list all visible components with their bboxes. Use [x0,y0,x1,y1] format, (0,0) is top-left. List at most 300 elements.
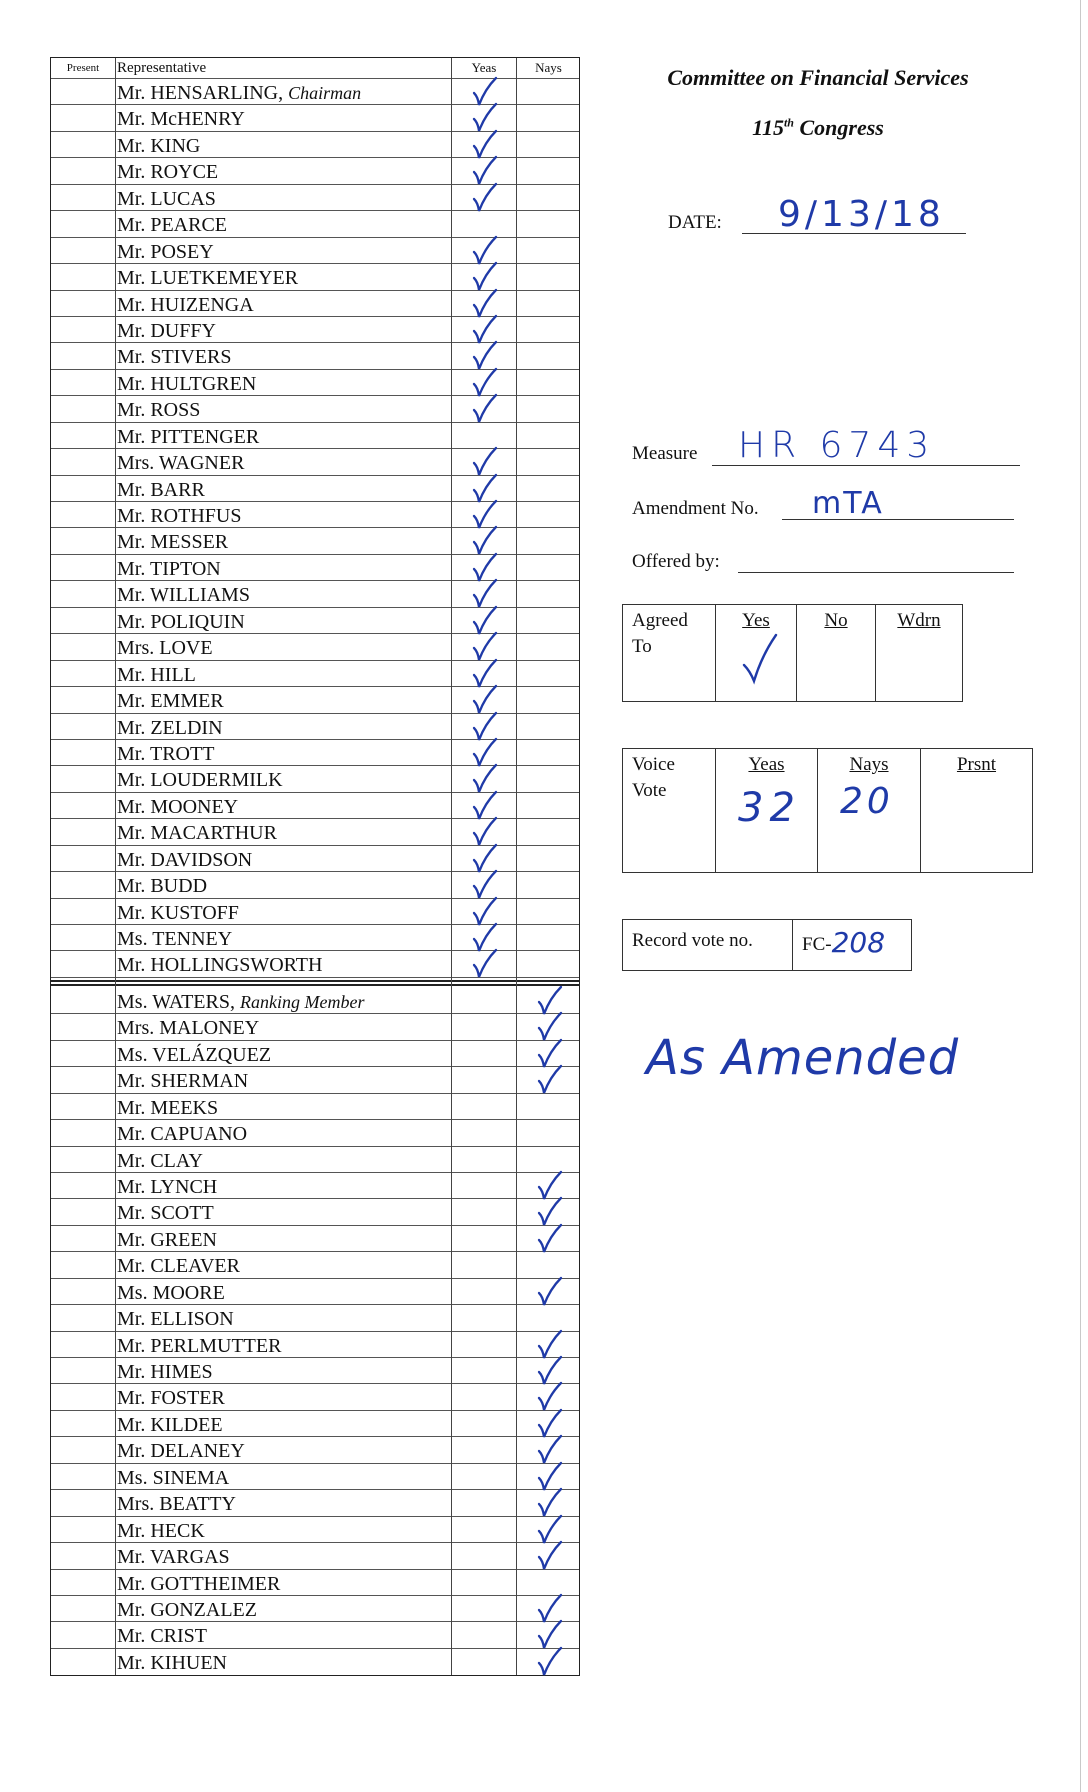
member-name-cell [117,714,447,739]
member-name-cell [117,370,447,395]
nay-cell [517,185,580,210]
present-cell [51,291,115,316]
member-name: Mr. CLEAVER [117,1255,240,1278]
member-name-cell [117,1437,447,1462]
nay-cell [517,291,580,316]
member-name-cell [117,1147,447,1172]
present-cell [51,872,115,897]
member-name: Mr. MACARTHUR [117,822,277,845]
present-cell [51,1517,115,1542]
member-name-cell [117,291,447,316]
voice-nays-header: Nays [849,754,889,775]
member-name: Mr. CRIST [117,1625,208,1648]
member-name: Mr. PEARCE [117,214,228,237]
member-name: Mr. EMMER [117,690,224,713]
member-name-cell [117,423,447,448]
present-cell [51,899,115,924]
nay-cell [517,1543,580,1568]
present-cell [51,988,115,1013]
yea-cell [453,1596,515,1621]
member-name-cell [117,528,447,553]
member-row [51,1094,579,1120]
nay-check-mark [533,1222,565,1256]
present-cell [51,1226,115,1251]
present-cell [51,1490,115,1515]
nay-cell [517,581,580,606]
member-name-cell [117,925,447,950]
yea-cell [453,1570,515,1595]
member-row [51,1120,579,1146]
member-name-cell [117,1543,447,1568]
congress-title [618,115,1018,141]
member-name: Mr. GREEN [117,1228,217,1251]
nay-cell [517,766,580,791]
present-cell [51,1173,115,1198]
voice-yeas-value: 32 [738,785,801,831]
member-name: Mrs. WAGNER [117,452,245,475]
member-name-cell [117,1384,447,1409]
voice-label-line1: Voice [632,754,675,775]
agreed-yes-header: Yes [742,610,770,631]
member-name-cell [117,317,447,342]
nay-cell [517,951,580,976]
present-cell [51,793,115,818]
record-vote-number: 208 [831,926,886,959]
member-name-cell [117,1517,447,1542]
nay-cell [517,1067,580,1092]
nay-cell [517,528,580,553]
member-name-cell [117,555,447,580]
member-name-cell [117,581,447,606]
member-name: Mr. ROTHFUS [117,505,242,527]
member-name: Mr. KING [117,134,201,157]
member-name: Mr. HULTGREN [117,372,257,395]
member-row [51,988,579,1014]
member-name-cell [117,1067,447,1092]
voice-yeas-cell [716,749,818,872]
member-row [51,1543,579,1569]
nay-cell [517,687,580,712]
yea-cell [453,1464,515,1489]
member-role: Ranking Member [240,991,365,1012]
present-cell [51,1464,115,1489]
member-row [51,1517,579,1543]
yea-cell [453,1147,515,1172]
present-cell [51,396,115,421]
member-name-cell [117,1279,447,1304]
present-cell [51,1120,115,1145]
present-column-header: Present [66,62,100,74]
nay-cell [517,343,580,368]
present-cell [51,105,115,130]
nay-cell [517,1226,580,1251]
present-cell [51,1094,115,1119]
present-cell [51,1570,115,1595]
member-name-cell [117,1305,447,1330]
present-cell [51,1067,115,1092]
present-cell [51,1437,115,1462]
member-name-cell [117,264,447,289]
member-name-cell [117,343,447,368]
member-row [51,1305,579,1331]
member-name: Mr. TIPTON [117,557,221,580]
yea-cell [453,1649,515,1675]
member-name: Mr. LUCAS [117,187,216,210]
yea-cell [453,1014,515,1039]
member-name: Mr. STIVERS [117,346,232,369]
member-name-cell [117,211,447,236]
column-divider [451,58,452,1675]
yea-cell [453,951,515,976]
present-cell [51,370,115,395]
majority-members [51,79,579,978]
present-cell [51,1411,115,1436]
member-name: Mr. DUFFY [117,319,216,342]
member-name-cell [117,988,447,1013]
nay-cell [517,634,580,659]
present-cell [51,238,115,263]
member-row [51,1173,579,1199]
present-cell [51,423,115,448]
member-name: Mr. BARR [117,478,205,501]
member-name: Mr. ROSS [117,399,201,422]
yea-cell [453,1199,515,1224]
member-name-cell [117,1252,447,1277]
member-name-cell [117,1120,447,1145]
member-name: Mr. ELLISON [117,1308,234,1331]
yea-cell [453,1384,515,1409]
present-cell [51,158,115,183]
member-row [51,1358,579,1384]
member-name: Mr. LUETKEMEYER [117,267,299,290]
member-name-cell [117,661,447,686]
nay-cell [517,608,580,633]
member-name: Mr. WILLIAMS [117,584,250,607]
member-row [51,396,579,422]
member-name-cell [117,846,447,871]
present-cell [51,211,115,236]
member-row [51,1649,579,1675]
member-row [51,1014,579,1040]
present-cell [51,1596,115,1621]
present-cell [51,502,115,527]
member-name: Mr. PITTENGER [117,425,260,448]
member-name: Mr. SHERMAN [117,1070,249,1093]
agreed-wdrn-header: Wdrn [897,610,941,631]
present-cell [51,687,115,712]
measure-value: HR 6743 [738,425,936,466]
present-cell [51,555,115,580]
present-cell [51,1332,115,1357]
member-name-cell [117,1014,447,1039]
member-name: Mr. ROYCE [117,161,219,184]
member-row [51,1570,579,1596]
present-cell [51,766,115,791]
member-name: Mr. CLAY [117,1149,203,1172]
nay-cell [517,846,580,871]
nay-cell [517,132,580,157]
amendment-value: mTA [812,486,884,521]
yea-cell [453,988,515,1013]
nay-cell [517,1649,580,1675]
agreed-yes-cell [716,605,797,701]
member-name: Mr. PERLMUTTER [117,1334,282,1357]
member-name: Mr. BUDD [117,875,208,898]
member-row [51,1332,579,1358]
member-name-cell [117,766,447,791]
member-name: Mr. HIMES [117,1361,213,1383]
nay-cell [517,714,580,739]
present-cell [51,951,115,976]
handwritten-note: As Amended [646,1030,960,1086]
member-name-cell [117,1649,447,1675]
nay-cell [517,502,580,527]
nay-cell [517,158,580,183]
member-row [51,1622,579,1648]
present-cell [51,1041,115,1066]
yea-check-mark [468,947,500,981]
present-cell [51,449,115,474]
minority-members [51,988,579,1675]
member-name-cell [117,899,447,924]
yea-cell [453,1490,515,1515]
member-name: Mr. VARGAS [117,1546,230,1569]
member-name-cell [117,1094,447,1119]
member-name: Mr. HILL [117,663,196,686]
member-name: Mr. DELANEY [117,1440,245,1463]
member-row [51,1252,579,1278]
member-row [51,1279,579,1305]
member-name: Mr. FOSTER [117,1387,225,1410]
voice-nays-value: 20 [840,781,894,822]
yea-cell [453,1041,515,1066]
date-value: 9/13/18 [778,194,945,235]
amendment-label: Amendment No. [632,498,759,519]
member-name: Mr. LOUDERMILK [117,769,283,792]
member-name-cell [117,1226,447,1251]
present-cell [51,317,115,342]
present-cell [51,661,115,686]
member-name-cell [117,819,447,844]
present-cell [51,1305,115,1330]
member-name-cell [117,951,447,976]
nays-column-header: Nays [535,60,562,75]
member-name-cell [117,79,447,104]
member-name: Mr. MESSER [117,531,229,554]
member-name-cell [117,476,447,501]
member-name: Mrs. LOVE [117,637,213,660]
member-name: Ms. SINEMA [117,1466,230,1489]
voice-yeas-header: Yeas [748,754,785,775]
member-name: Mrs. BEATTY [117,1493,236,1516]
measure-label: Measure [632,443,698,464]
member-name: Ms. MOORE [117,1281,225,1304]
nay-cell [517,1120,580,1145]
congress-suffix: th [783,115,794,130]
member-row [51,1464,579,1490]
present-cell [51,264,115,289]
nay-cell [517,793,580,818]
present-cell [51,1147,115,1172]
nay-cell [517,740,580,765]
page-edge [1080,0,1081,1792]
nay-cell [517,476,580,501]
nay-cell [517,79,580,104]
present-cell [51,79,115,104]
member-name: Mr. POLIQUIN [117,610,245,633]
yea-cell [453,1067,515,1092]
member-row [51,185,579,211]
yea-cell [453,1252,515,1277]
column-divider [516,58,517,1675]
agreed-wdrn-cell [876,605,962,701]
member-name: Mr. GOTTHEIMER [117,1572,281,1595]
present-cell [51,185,115,210]
member-name-cell [117,1570,447,1595]
member-row [51,1437,579,1463]
member-name-cell [117,1358,447,1383]
member-name: Mr. HUIZENGA [117,293,254,316]
voice-nays-cell [818,749,921,872]
representative-column-header: Representative [117,60,207,76]
nay-check-mark [533,1063,565,1097]
yea-check-mark [468,392,500,426]
member-name: Mr. SCOTT [117,1202,214,1225]
present-cell [51,1279,115,1304]
member-name-cell [117,634,447,659]
voice-prsnt-cell [921,749,1032,872]
member-name: Mr. McHENRY [117,108,245,131]
member-name-cell [117,238,447,263]
agreed-yes-check [740,631,780,685]
yea-cell [453,1332,515,1357]
yea-cell [453,1411,515,1436]
member-name-cell [117,158,447,183]
yea-cell [453,1173,515,1198]
member-name-cell [117,1332,447,1357]
member-name-cell [117,502,447,527]
present-cell [51,714,115,739]
offered-by-label: Offered by: [632,551,720,572]
member-row [51,1490,579,1516]
member-name-cell [117,608,447,633]
present-cell [51,1543,115,1568]
nay-cell [517,1094,580,1119]
party-separator [51,978,579,988]
yea-cell [453,396,515,421]
present-cell [51,1014,115,1039]
member-name-cell [117,1041,447,1066]
member-name: Mr. LYNCH [117,1175,218,1198]
yea-cell [453,1226,515,1251]
member-row [51,1199,579,1225]
yea-cell [453,1543,515,1568]
member-row [51,1147,579,1173]
member-row [51,1411,579,1437]
yea-cell [453,1437,515,1462]
member-name: Mr. HENSARLING, [117,82,284,104]
member-name: Ms. WATERS, [117,990,235,1013]
member-name-cell [117,1596,447,1621]
member-name: Mr. CAPUANO [117,1123,248,1146]
date-label: DATE: [668,212,722,233]
member-name: Ms. TENNEY [117,928,233,950]
yea-cell [453,1517,515,1542]
member-name-cell [117,132,447,157]
member-name-cell [117,1490,447,1515]
member-row [51,951,579,977]
agreed-to-label-cell [623,605,716,701]
present-cell [51,1384,115,1409]
nay-cell [517,396,580,421]
nay-cell [517,899,580,924]
nay-cell [517,238,580,263]
present-cell [51,925,115,950]
voice-prsnt-header: Prsnt [956,754,997,775]
member-name-cell [117,185,447,210]
nay-check-mark [533,1275,565,1309]
committee-title: Committee on Financial Services [667,65,969,90]
yea-cell [453,185,515,210]
member-name: Mr. POSEY [117,240,214,263]
yea-cell [453,1305,515,1330]
agreed-label-line2: To [632,636,652,657]
member-row [51,1384,579,1410]
roll-call-table [50,57,580,1676]
member-role: Chairman [288,83,362,103]
agreed-to-box [622,604,963,702]
present-cell [51,581,115,606]
yea-cell [453,1622,515,1647]
column-divider [115,58,116,1675]
present-cell [51,634,115,659]
voice-vote-label-cell [623,749,716,872]
present-cell [51,1199,115,1224]
nay-cell [517,555,580,580]
yea-cell [453,1358,515,1383]
nay-cell [517,925,580,950]
record-vote-box [622,919,912,971]
record-vote-label: Record vote no. [623,920,793,970]
member-row [51,1041,579,1067]
present-cell [51,819,115,844]
member-name-cell [117,793,447,818]
nay-cell [517,661,580,686]
member-name: Mr. HECK [117,1519,205,1542]
member-name: Mr. KILDEE [117,1413,223,1436]
agreed-label-line1: Agreed [632,610,688,631]
member-name: Ms. VELÁZQUEZ [117,1043,272,1066]
nay-cell [517,872,580,897]
present-cell [51,1252,115,1277]
member-name: Mr. HOLLINGSWORTH [117,954,323,977]
member-row [51,1067,579,1093]
member-name-cell [117,1173,447,1198]
yea-cell [453,1094,515,1119]
member-name: Mr. MEEKS [117,1096,219,1119]
agreed-no-header: No [824,610,848,631]
offered-by-underline [738,572,1014,573]
yea-cell [453,1279,515,1304]
yea-check-mark [468,181,500,215]
member-name: Mr. DAVIDSON [117,848,253,871]
agreed-no-cell [797,605,876,701]
member-name: Mr. TROTT [117,742,215,765]
present-cell [51,132,115,157]
member-name-cell [117,449,447,474]
member-name-cell [117,396,447,421]
record-vote-prefix: FC- [802,934,832,955]
